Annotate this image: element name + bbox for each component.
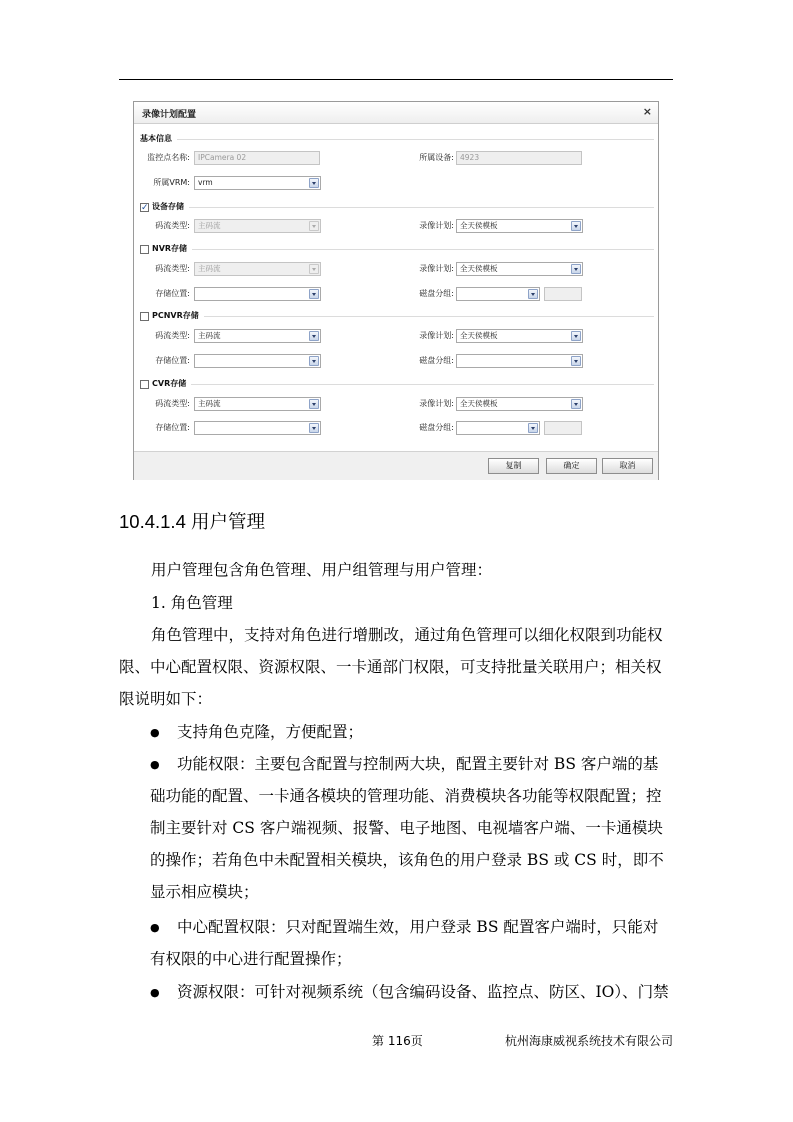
point-name-label: 监控点名称: bbox=[147, 153, 190, 162]
pcnvr-stream-label: 码流类型: bbox=[155, 331, 190, 340]
record-plan-dialog bbox=[133, 101, 659, 480]
ok-button[interactable]: 确定 bbox=[546, 458, 597, 474]
device-field[interactable]: 4923 bbox=[456, 151, 582, 165]
vrm-label: 所属VRM: bbox=[153, 178, 190, 187]
cvr-storage-checkbox[interactable] bbox=[140, 380, 149, 389]
cvr-location-label: 存储位置: bbox=[155, 423, 190, 432]
cvr-stream-value: 主码流 bbox=[198, 399, 221, 408]
chevron-down-icon[interactable] bbox=[309, 356, 319, 366]
cvr-disk-label: 磁盘分组: bbox=[419, 423, 454, 432]
section-pcnvr-storage bbox=[140, 309, 654, 323]
copy-button[interactable]: 复制 bbox=[488, 458, 539, 474]
nvr-plan-label: 录像计划: bbox=[419, 264, 454, 273]
list-item-role-management: 1. 角色管理 bbox=[151, 594, 233, 612]
chevron-down-icon bbox=[309, 221, 319, 231]
chevron-down-icon bbox=[309, 264, 319, 274]
bullet-text: 础功能的配置、一卡通各模块的管理功能、消费模块各功能等权限配置；控 bbox=[150, 787, 662, 805]
paragraph-line: 限说明如下： bbox=[119, 690, 213, 708]
chevron-down-icon[interactable] bbox=[571, 221, 581, 231]
chevron-down-icon[interactable] bbox=[309, 289, 319, 299]
paragraph-line: 角色管理中，支持对角色进行增删改，通过角色管理可以细化权限到功能权 bbox=[151, 626, 663, 644]
point-name-field[interactable]: IPCamera 02 bbox=[194, 151, 320, 165]
cvr-stream-label: 码流类型: bbox=[155, 399, 190, 408]
device-plan-value: 全天侯模板 bbox=[460, 221, 498, 230]
page-number: 第 116页 bbox=[372, 1034, 423, 1048]
header-rule bbox=[119, 79, 673, 80]
chevron-down-icon[interactable] bbox=[571, 356, 581, 366]
chevron-down-icon[interactable] bbox=[528, 423, 538, 433]
bullet-text: 有权限的中心进行配置操作； bbox=[150, 950, 352, 968]
chevron-down-icon[interactable] bbox=[528, 289, 538, 299]
chevron-down-icon[interactable] bbox=[309, 423, 319, 433]
close-icon[interactable]: × bbox=[642, 105, 652, 118]
cvr-disk-select[interactable] bbox=[456, 421, 540, 435]
bullet-icon: ● bbox=[150, 726, 160, 739]
pcnvr-plan-value: 全天侯模板 bbox=[460, 331, 498, 340]
nvr-plan-value: 全天侯模板 bbox=[460, 264, 498, 273]
nvr-stream-label: 码流类型: bbox=[155, 264, 190, 273]
pcnvr-location-select[interactable] bbox=[194, 354, 321, 368]
cvr-location-select[interactable] bbox=[194, 421, 321, 435]
bullet-text: 制主要针对 CS 客户端视频、报警、电子地图、电视墙客户端、一卡通模块 bbox=[150, 819, 663, 837]
bullet-text: 支持角色克隆，方便配置； bbox=[177, 723, 364, 741]
pcnvr-storage-checkbox[interactable] bbox=[140, 312, 149, 321]
pcnvr-location-label: 存储位置: bbox=[155, 356, 190, 365]
chevron-down-icon[interactable] bbox=[571, 264, 581, 274]
pcnvr-plan-select[interactable] bbox=[456, 329, 583, 343]
chevron-down-icon[interactable] bbox=[309, 399, 319, 409]
cvr-plan-label: 录像计划: bbox=[419, 399, 454, 408]
bullet-text: 的操作；若角色中未配置相关模块，该角色的用户登录 BS 或 CS 时，即不 bbox=[150, 851, 664, 869]
pcnvr-stream-select[interactable] bbox=[194, 329, 321, 343]
device-plan-select[interactable] bbox=[456, 219, 583, 233]
intro-paragraph: 用户管理包含角色管理、用户组管理与用户管理： bbox=[151, 561, 493, 579]
cvr-plan-select[interactable] bbox=[456, 397, 583, 411]
bullet-icon: ● bbox=[150, 986, 160, 999]
device-storage-label: 设备存储 bbox=[152, 202, 184, 211]
bullet-text: 中心配置权限：只对配置端生效，用户登录 BS 配置客户端时，只能对 bbox=[177, 918, 659, 936]
cvr-plan-value: 全天侯模板 bbox=[460, 399, 498, 408]
pcnvr-disk-select[interactable] bbox=[456, 354, 583, 368]
nvr-location-label: 存储位置: bbox=[155, 289, 190, 298]
vrm-select[interactable] bbox=[194, 176, 321, 190]
section-basic-info-label: 基本信息 bbox=[140, 134, 172, 143]
device-stream-value: 主码流 bbox=[198, 221, 221, 230]
chevron-down-icon[interactable] bbox=[571, 331, 581, 341]
cvr-disk-extra-field[interactable] bbox=[544, 421, 582, 435]
nvr-stream-value: 主码流 bbox=[198, 264, 221, 273]
nvr-location-select[interactable] bbox=[194, 287, 321, 301]
pcnvr-storage-label: PCNVR存储 bbox=[152, 311, 199, 320]
vrm-select-value: vrm bbox=[198, 178, 213, 187]
paragraph-line: 限、中心配置权限、资源权限、一卡通部门权限，可支持批量关联用户；相关权 bbox=[119, 658, 662, 676]
chevron-down-icon[interactable] bbox=[571, 399, 581, 409]
nvr-disk-select[interactable] bbox=[456, 287, 540, 301]
pcnvr-disk-label: 磁盘分组: bbox=[419, 356, 454, 365]
cvr-stream-select[interactable] bbox=[194, 397, 321, 411]
section-basic-info bbox=[140, 132, 654, 146]
cancel-button[interactable]: 取消 bbox=[602, 458, 653, 474]
section-heading: 10.4.1.4 用户管理 bbox=[119, 511, 266, 532]
nvr-storage-label: NVR存储 bbox=[152, 244, 188, 253]
device-plan-label: 录像计划: bbox=[419, 221, 454, 230]
section-cvr-storage bbox=[140, 377, 654, 391]
bullet-icon: ● bbox=[150, 921, 160, 934]
chevron-down-icon[interactable] bbox=[309, 178, 319, 188]
dialog-footer bbox=[134, 451, 658, 480]
chevron-down-icon[interactable] bbox=[309, 331, 319, 341]
device-stream-select[interactable] bbox=[194, 219, 321, 233]
nvr-stream-select[interactable] bbox=[194, 262, 321, 276]
dialog-title: 录像计划配置 bbox=[142, 110, 197, 120]
device-stream-label: 码流类型: bbox=[155, 221, 190, 230]
cvr-storage-label: CVR存储 bbox=[152, 379, 187, 388]
section-nvr-storage bbox=[140, 242, 654, 256]
company-name: 杭州海康威视系统技术有限公司 bbox=[504, 1034, 673, 1048]
section-device-storage bbox=[140, 200, 654, 214]
bullet-text: 显示相应模块； bbox=[150, 883, 259, 901]
bullet-text: 功能权限：主要包含配置与控制两大块，配置主要针对 BS 客户端的基 bbox=[177, 755, 659, 773]
bullet-text: 资源权限：可针对视频系统（包含编码设备、监控点、防区、IO）、门禁 bbox=[177, 983, 669, 1001]
dialog-titlebar bbox=[134, 102, 658, 124]
nvr-plan-select[interactable] bbox=[456, 262, 583, 276]
pcnvr-stream-value: 主码流 bbox=[198, 331, 221, 340]
nvr-storage-checkbox[interactable] bbox=[140, 245, 149, 254]
nvr-disk-extra-field[interactable] bbox=[544, 287, 582, 301]
nvr-disk-label: 磁盘分组: bbox=[419, 289, 454, 298]
device-storage-checkbox[interactable] bbox=[140, 203, 149, 212]
device-label: 所属设备: bbox=[419, 153, 454, 162]
bullet-icon: ● bbox=[150, 758, 160, 771]
pcnvr-plan-label: 录像计划: bbox=[419, 331, 454, 340]
